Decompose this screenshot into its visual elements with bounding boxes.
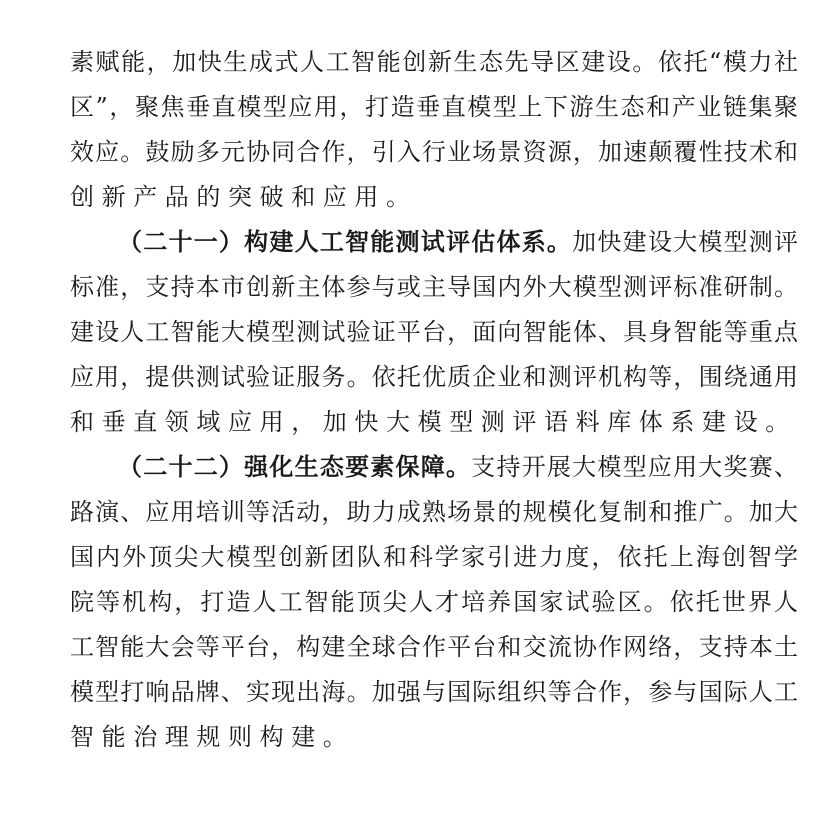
section-heading-21: （二十一）构建人工智能测试评估体系。 bbox=[118, 227, 573, 256]
text-line: 路演、应用培训等活动，助力成熟场景的规模化复制和推广。加大 bbox=[70, 498, 798, 526]
text-line: 应用，提供测试验证服务。依托优质企业和测评机构等，围绕通用 bbox=[70, 363, 798, 391]
heading-continuation: 加快建设大模型测评 bbox=[572, 228, 799, 256]
text-line: 和垂直领域应用，加快大模型测评语料库体系建设。 bbox=[70, 408, 797, 436]
text-line: 创新产品的突破和应用。 bbox=[70, 183, 418, 211]
text-line: 效应。鼓励多元协同合作，引入行业场景资源，加速颠覆性技术和 bbox=[70, 138, 798, 166]
section-heading-22: （二十二）强化生态要素保障。 bbox=[118, 452, 472, 481]
text-line: 工智能大会等平台，构建全球合作平台和交流协作网络，支持本土 bbox=[70, 633, 798, 661]
text-line: 建设人工智能大模型测试验证平台，面向智能体、具身智能等重点 bbox=[70, 318, 798, 346]
document-page bbox=[70, 44, 798, 764]
text-line: 国内外顶尖大模型创新团队和科学家引进力度，依托上海创智学 bbox=[70, 543, 798, 571]
paragraph-item-22 bbox=[70, 449, 798, 764]
text-line-first bbox=[70, 449, 798, 494]
text-line: 模型打响品牌、实现出海。加强与国际组织等合作，参与国际人工 bbox=[70, 678, 798, 706]
paragraph-ecosystem-pilot-zone bbox=[70, 44, 798, 224]
text-line: 院等机构，打造人工智能顶尖人才培养国家试验区。依托世界人 bbox=[70, 588, 798, 616]
heading-continuation: 支持开展大模型应用大奖赛、 bbox=[471, 453, 799, 481]
text-line: 区”，聚焦垂直模型应用，打造垂直模型上下游生态和产业链集聚 bbox=[70, 93, 798, 121]
text-line: 智能治理规则构建。 bbox=[70, 723, 355, 751]
text-line-first bbox=[70, 224, 798, 269]
text-line: 标准，支持本市创新主体参与或主导国内外大模型测评标准研制。 bbox=[70, 273, 798, 301]
text-line: 素赋能，加快生成式人工智能创新生态先导区建设。依托“模力社 bbox=[70, 48, 798, 76]
paragraph-item-21 bbox=[70, 224, 798, 449]
